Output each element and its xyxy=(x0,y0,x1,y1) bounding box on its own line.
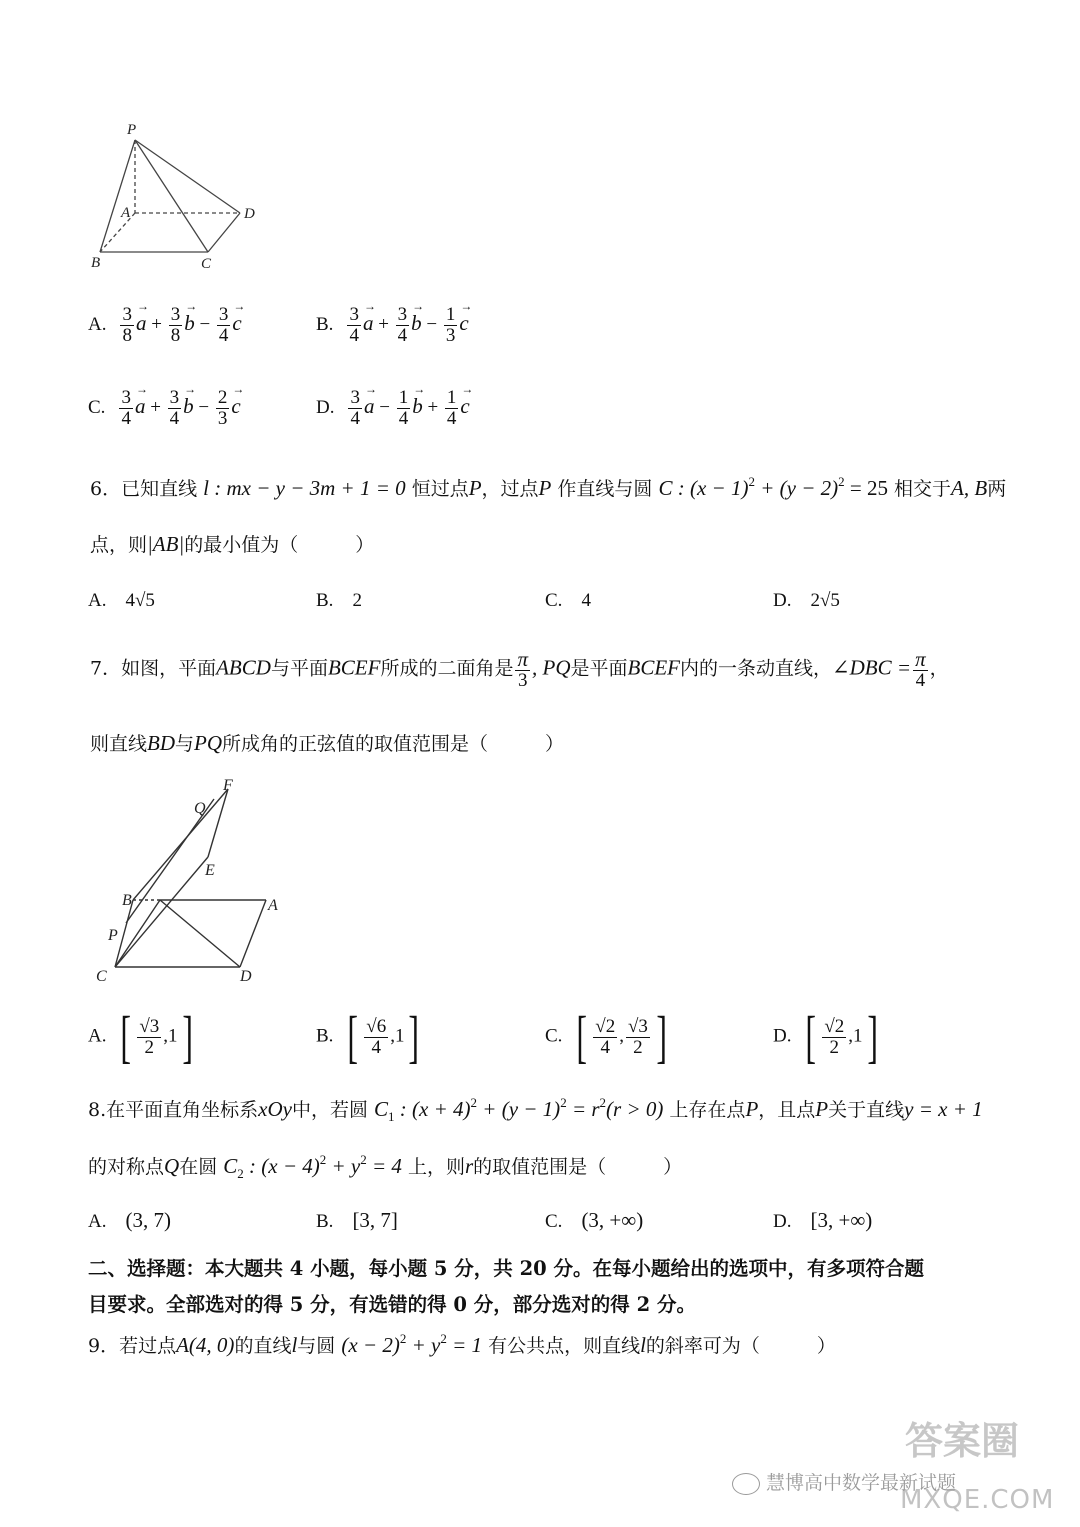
label-p: P xyxy=(108,927,118,944)
option-value: 2√5 xyxy=(810,590,840,611)
option-letter: C. xyxy=(545,1025,572,1047)
fraction: $\frac{3}{4}$ xyxy=(121,387,131,429)
fraction: $\frac{3}{4}$ xyxy=(169,387,180,429)
right-bracket: ] xyxy=(181,1004,193,1069)
option-letter: D. xyxy=(773,1025,801,1047)
fraction: $\frac{√2}{2}$ xyxy=(824,1015,845,1058)
fraction: $\frac{3}{4}$ xyxy=(218,304,229,346)
section2-heading-line2: 目要求。全部选对的得 5 分，有选错的得 0 分，部分选对的得 2 分。 xyxy=(88,1293,696,1316)
q8-option xyxy=(773,1208,872,1233)
fraction: $\frac{1}{4}$ xyxy=(398,387,409,429)
vector: → a xyxy=(363,311,374,336)
label-b: B xyxy=(122,892,132,909)
operator: + xyxy=(146,313,167,335)
q7-stem-line2: 则直线BD与PQ所成角的正弦值的取值范围是（ ） xyxy=(90,731,565,755)
q7-option xyxy=(88,1004,197,1069)
vector: → b xyxy=(411,311,422,336)
interval-end: ,1 xyxy=(390,1025,405,1047)
operator: + xyxy=(422,396,443,418)
q6-option xyxy=(545,590,591,612)
vector: → b xyxy=(412,394,423,419)
q6-option xyxy=(316,590,362,612)
q6-option xyxy=(88,590,155,612)
q7-dihedral-figure xyxy=(88,775,288,987)
q5-option xyxy=(316,305,469,346)
label-f: F xyxy=(223,777,233,794)
wechat-icon xyxy=(732,1473,760,1495)
right-bracket: ] xyxy=(866,1004,878,1069)
q7-frac-pi-4: $\frac{\pi}{4}$ xyxy=(915,647,926,692)
q6-option xyxy=(773,590,840,612)
left-bracket: [ xyxy=(347,1004,358,1069)
q7-option xyxy=(316,1004,424,1069)
fraction: $\frac{3}{4}$ xyxy=(350,387,360,429)
label-c: C xyxy=(96,968,107,985)
q5-option xyxy=(316,388,470,429)
vector: → c xyxy=(459,311,468,336)
label-a: A xyxy=(268,897,278,914)
vector: → c xyxy=(460,394,469,419)
q9-stem: 9．若过点A(4, 0)的直线l与圆 $(x - 2)^2 + y^2 = 1$ 有公共点，则直线l的斜率可为（ ） xyxy=(88,1331,836,1357)
operator: + xyxy=(145,396,166,418)
left-bracket: [ xyxy=(576,1004,587,1069)
vector: → b xyxy=(183,394,194,419)
option-letter: D. xyxy=(773,590,811,611)
q8-circle1-equation: $C_1$ : $(x + 4)^2 + (y - 1)^2 = r^2(r > 0)$ xyxy=(374,1095,664,1124)
option-letter: D. xyxy=(773,1211,811,1232)
fraction: $\frac{1}{3}$ xyxy=(445,304,456,346)
fraction: $\frac{2}{3}$ xyxy=(217,387,228,429)
q7-option: C. [ $\frac{√2}{4}$ , $\frac{√3}{2}$ ] xyxy=(545,1004,667,1069)
option-value: 4 xyxy=(581,590,591,611)
label-b: B xyxy=(91,255,101,271)
label-q: Q xyxy=(194,800,206,817)
section2-heading-line1: 二、选择题：本大题共 4 小题，每小题 5 分，共 20 分。在每小题给出的选项中，有多项符合题 xyxy=(88,1257,925,1280)
option-value: (3, +∞) xyxy=(581,1208,644,1232)
option-letter: C. xyxy=(88,396,106,418)
label-d: D xyxy=(244,206,255,222)
q9-circle-equation: $(x - 2)^2 + y^2 = 1$ xyxy=(341,1331,483,1357)
q7-frac-pi-3: $\frac{\pi}{3}$ xyxy=(517,647,528,692)
label-c: C xyxy=(201,256,212,272)
q5-option xyxy=(88,305,242,346)
option-letter: A. xyxy=(88,1025,116,1047)
fraction: $\frac{3}{8}$ xyxy=(170,304,181,346)
option-letter: B. xyxy=(316,1025,343,1047)
option-letter: B. xyxy=(316,1211,353,1232)
q8-stem-line1: 8.在平面直角坐标系xOy中，若圆 $C_1$ : $(x + 4)^2 + (y - 1)^2 = r^2(r > 0)$ 上存在点P，且点P关于直线y = x + 1 xyxy=(88,1095,983,1124)
fraction: $\frac{√3}{2}$ xyxy=(627,1015,648,1058)
vector: → b xyxy=(184,311,195,336)
vector: → c xyxy=(231,394,240,419)
wechat-watermark: 慧博高中数学最新试题 xyxy=(732,1468,956,1495)
q8-circle2-equation: $C_2$ : $(x - 4)^2 + y^2 = 4$ xyxy=(223,1152,402,1181)
label-e: E xyxy=(205,862,215,879)
option-letter: B. xyxy=(316,313,334,335)
fraction: $\frac{1}{4}$ xyxy=(446,387,457,429)
label-p: P xyxy=(127,122,137,138)
q8-stem-line2: 的对称点Q在圆 $C_2$ : $(x - 4)^2 + y^2 = 4$ 上，则r的取值范围是（ ） xyxy=(88,1152,683,1181)
option-value: 2 xyxy=(352,590,362,611)
option-letter: A. xyxy=(88,313,107,335)
label-d: D xyxy=(240,968,252,985)
left-bracket: [ xyxy=(805,1004,816,1069)
q8-option xyxy=(545,1208,643,1233)
q5-pyramid-figure xyxy=(80,120,270,280)
vector: → a xyxy=(135,394,146,419)
option-letter: A. xyxy=(88,1211,126,1232)
q5-option xyxy=(88,388,241,429)
operator: − xyxy=(193,396,214,418)
operator: − xyxy=(421,313,442,335)
q6-stem-line1: 6．已知直线 l : mx − y − 3m + 1 = 0 恒过点P，过点P 作直线与圆 C : $(x - 1)^2 + (y - 2)^2 = 25$ 相交于A, B两 xyxy=(90,474,1007,500)
q8-option xyxy=(316,1208,398,1233)
right-bracket: ] xyxy=(408,1004,420,1069)
vector: → c xyxy=(232,311,241,336)
operator: + xyxy=(373,313,394,335)
label-a: A xyxy=(121,205,131,221)
option-value: [3, 7] xyxy=(352,1208,398,1232)
fraction: $\frac{√2}{4}$ xyxy=(595,1015,616,1058)
q6-line-equation: l : mx − y − 3m + 1 = 0 xyxy=(203,476,406,500)
fraction: $\frac{√6}{4}$ xyxy=(366,1015,387,1058)
site-watermark: MXQE.COM xyxy=(900,1485,1055,1515)
fraction: $\frac{3}{8}$ xyxy=(122,304,132,346)
option-letter: B. xyxy=(316,590,353,611)
vector: → a xyxy=(364,394,375,419)
q7-stem-line1: 7．如图，平面ABCD与平面BCEF所成的二面角是 $\frac{\pi}{3}$ , PQ是平面BCEF内的一条动直线，∠DBC = $\frac{\pi}{4}$ ， xyxy=(90,647,949,692)
vector: → a xyxy=(136,311,147,336)
q6-circle-equation: C : $(x - 1)^2 + (y - 2)^2 = 25$ xyxy=(658,474,888,500)
fraction: $\frac{√3}{2}$ xyxy=(139,1015,160,1058)
interval-end: ,1 xyxy=(163,1025,178,1047)
operator: − xyxy=(194,313,215,335)
fraction: $\frac{3}{4}$ xyxy=(397,304,408,346)
right-bracket: ] xyxy=(656,1004,667,1069)
option-value: [3, +∞) xyxy=(810,1208,873,1232)
q6-stem-line2: 点，则|AB|的最小值为（ ） xyxy=(90,532,375,556)
fraction: $\frac{3}{4}$ xyxy=(349,304,359,346)
stamp-watermark: 答案圈 xyxy=(905,1419,1020,1463)
option-value: (3, 7) xyxy=(125,1208,171,1232)
q7-option xyxy=(773,1004,882,1069)
option-value: 4√5 xyxy=(125,590,155,611)
option-letter: D. xyxy=(316,396,335,418)
option-letter: A. xyxy=(88,590,126,611)
q8-option xyxy=(88,1208,171,1233)
left-bracket: [ xyxy=(120,1004,131,1069)
option-letter: C. xyxy=(545,1211,582,1232)
option-letter: C. xyxy=(545,590,582,611)
interval-end: ,1 xyxy=(848,1025,863,1047)
operator: − xyxy=(374,396,395,418)
